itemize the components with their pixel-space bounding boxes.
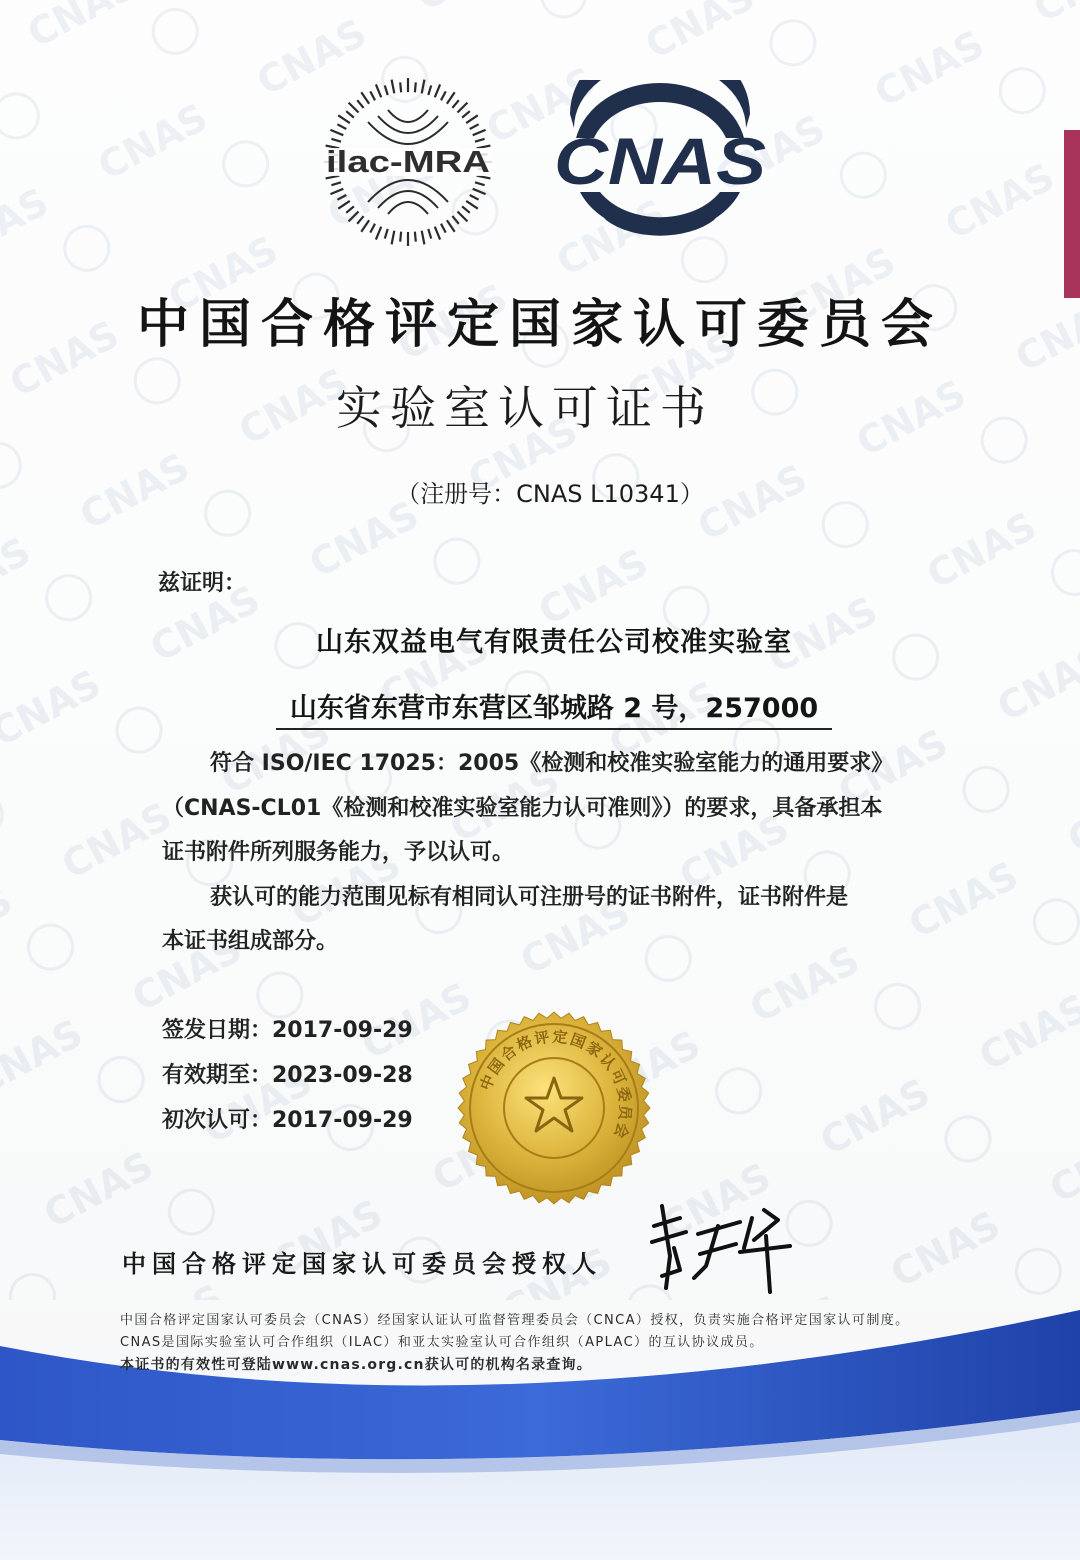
- ilac-mra-logo: [322, 76, 494, 248]
- gold-seal: [456, 1010, 652, 1206]
- footer-line-1: 中国合格评定国家认可委员会（CNAS）经国家认证认可监督管理委员会（CNCA）授权，负责实施合格评定国家认可制度。: [120, 1313, 910, 1328]
- cnas-logo-text: CNAS: [554, 124, 766, 198]
- issue-date: 签发日期：2017-09-29: [162, 1018, 413, 1043]
- scope-line-1: 获认可的能力范围见标有相同认可注册号的证书附件，证书附件是: [210, 884, 849, 910]
- certify-label: 兹证明：: [158, 571, 247, 596]
- edge-tab: [1064, 130, 1080, 298]
- statement-line-2: （CNAS-CL01《检测和校准实验室能力认可准则》）的要求，具备承担本: [162, 795, 883, 821]
- statement-line-3: 证书附件所列服务能力，予以认可。: [162, 840, 515, 865]
- authorized-signatory-label: 中国合格评定国家认可委员会授权人: [122, 1250, 602, 1278]
- footer-notes: [120, 1310, 1020, 1376]
- handwritten-signature: [640, 1196, 800, 1300]
- ilac-logo-text: ilac-MRA: [326, 144, 490, 179]
- registration-number: （注册号：CNAS L10341）: [396, 480, 704, 508]
- certificate-title: 实验室认可证书: [336, 381, 714, 435]
- scope-line-2: 本证书组成部分。: [162, 929, 339, 954]
- footer-line-2: CNAS是国际实验室认可合作组织（ILAC）和亚太实验室认可合作组织（APLAC）的互认协议成员。: [120, 1335, 764, 1350]
- certificate-dates: [162, 1008, 413, 1143]
- laboratory-address: 山东省东营市东营区邹城路 2 号，257000: [276, 686, 832, 730]
- laboratory-name: 山东双益电气有限责任公司校准实验室: [316, 627, 792, 658]
- seal-text: 中国合格评定国家认可委员会: [476, 1027, 635, 1143]
- initial-accreditation-date: 初次认可：2017-09-29: [162, 1108, 413, 1133]
- accreditation-statement: [162, 742, 952, 965]
- valid-until-date: 有效期至：2023-09-28: [162, 1063, 413, 1088]
- statement-line-1: 符合 ISO/IEC 17025：2005《检测和校准实验室能力的通用要求》: [210, 751, 894, 776]
- org-title: 中国合格评定国家认可委员会: [136, 295, 943, 355]
- footer-line-3: 本证书的有效性可登陆www.cnas.org.cn获认可的机构名录查询。: [120, 1357, 592, 1373]
- cnas-logo: [550, 80, 770, 244]
